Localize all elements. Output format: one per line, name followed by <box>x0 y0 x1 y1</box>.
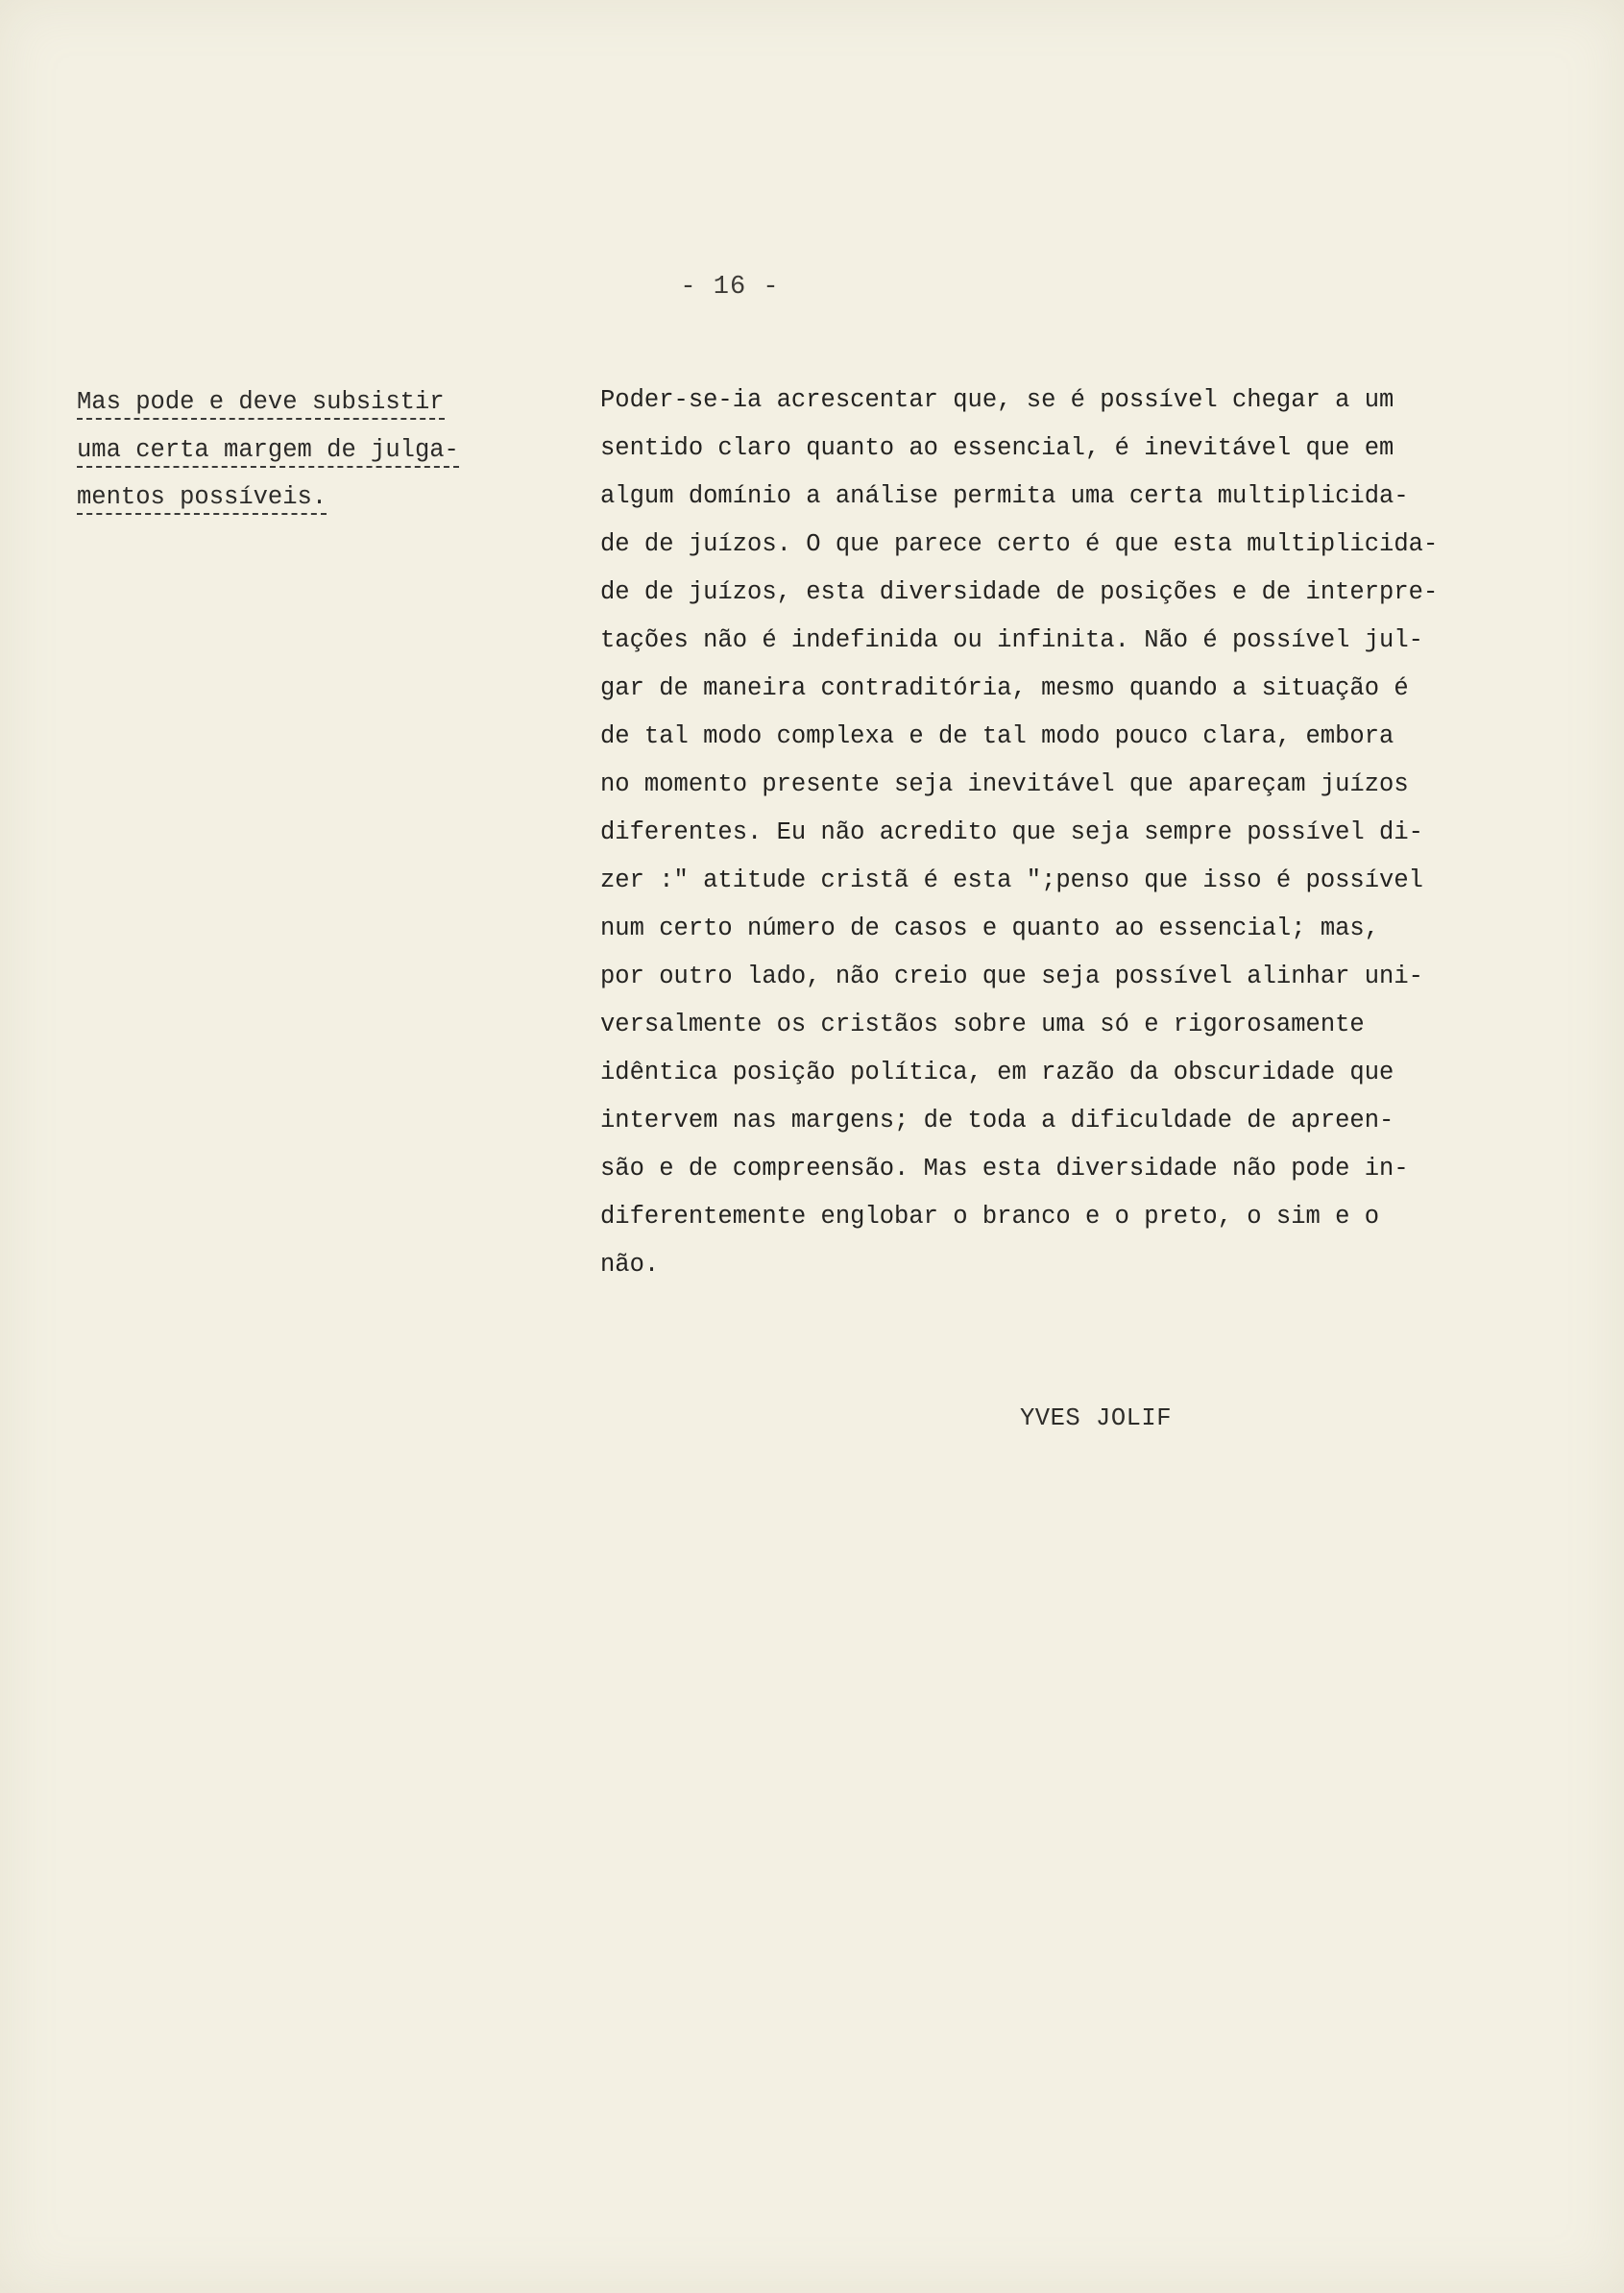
margin-note-line: Mas pode e deve subsistir <box>77 378 499 427</box>
body-line: num certo número de casos e quanto ao essencial; mas, <box>600 915 1380 942</box>
body-line: zer :" atitude cristã é esta ";penso que isso é possível <box>600 866 1423 894</box>
page-number: - 16 - <box>680 273 780 302</box>
body-line: diferentemente englobar o branco e o preto, o sim e o <box>600 1203 1380 1231</box>
body-line: de de juízos. O que parece certo é que esta multiplicida- <box>600 530 1439 558</box>
body-line: de tal modo complexa e de tal modo pouco clara, embora <box>600 722 1394 750</box>
body-line: tações não é indefinida ou infinita. Não é possível jul- <box>600 626 1423 654</box>
margin-note <box>77 378 499 522</box>
body-line: não. <box>600 1251 660 1279</box>
margin-note-line: mentos possíveis. <box>77 474 499 522</box>
body-paragraph <box>600 377 1580 1289</box>
body-line: gar de maneira contraditória, mesmo quando a situação é <box>600 674 1409 702</box>
author-signature: YVES JOLIF <box>1020 1404 1173 1432</box>
body-line: idêntica posição política, em razão da obscuridade que <box>600 1059 1394 1086</box>
body-line: diferentes. Eu não acredito que seja sempre possível di- <box>600 818 1423 846</box>
body-line: Poder-se-ia acrescentar que, se é possível chegar a um <box>600 386 1394 414</box>
body-line: são e de compreensão. Mas esta diversidade não pode in- <box>600 1155 1409 1183</box>
body-line: de de juízos, esta diversidade de posições e de interpre- <box>600 578 1439 606</box>
body-line: por outro lado, não creio que seja possível alinhar uni- <box>600 963 1423 990</box>
body-line: sentido claro quanto ao essencial, é inevitável que em <box>600 434 1394 462</box>
body-line: no momento presente seja inevitável que apareçam juízos <box>600 770 1409 798</box>
body-line: versalmente os cristãos sobre uma só e rigorosamente <box>600 1011 1365 1038</box>
margin-note-line: uma certa margem de julga- <box>77 427 499 475</box>
body-line: algum domínio a análise permita uma certa multiplicida- <box>600 482 1409 510</box>
body-line: intervem nas margens; de toda a dificuldade de apreen- <box>600 1107 1394 1134</box>
